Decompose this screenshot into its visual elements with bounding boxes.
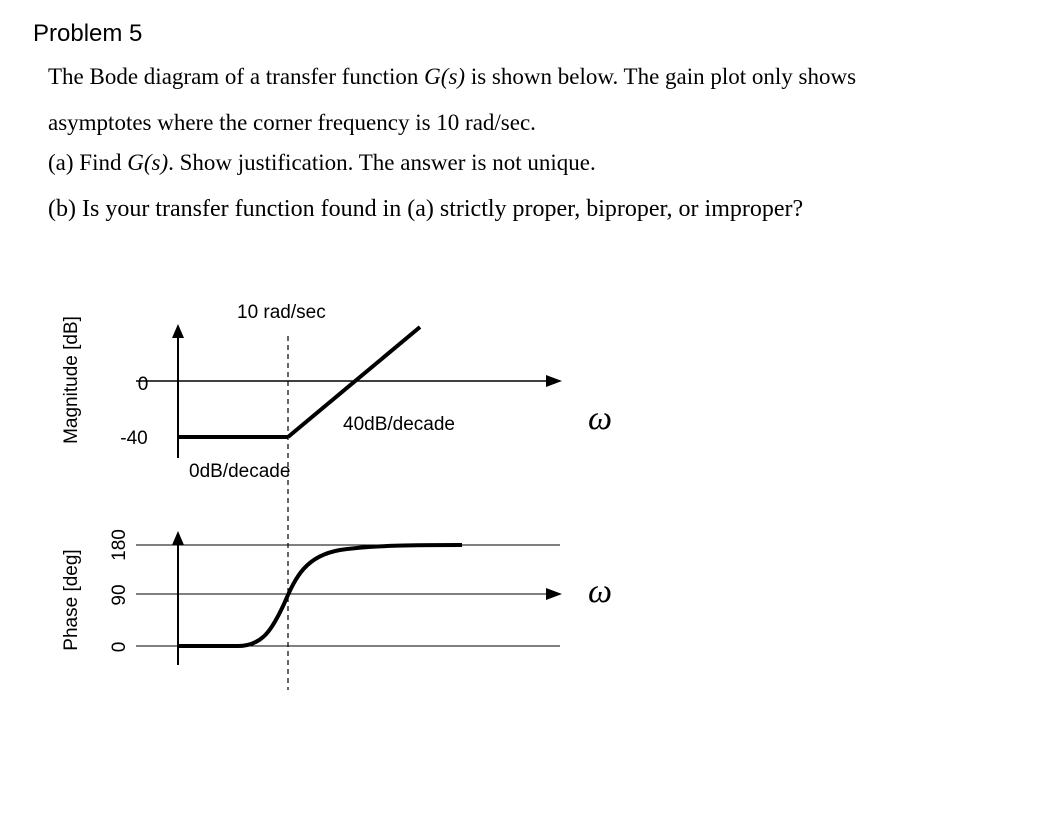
statement-text-b: is shown below. The gain plot only shows: [465, 64, 857, 89]
transfer-function-argument: (s): [440, 64, 466, 89]
phase-tick-180: 180: [109, 529, 130, 561]
phase-axis-label: Phase [deg]: [61, 549, 82, 651]
question-a-argument: (s): [143, 150, 169, 175]
phase-curve: [178, 545, 462, 646]
magnitude-plot: [61, 302, 612, 482]
phase-axis-arrowhead: [172, 531, 184, 545]
magnitude-omega-arrowhead: [546, 375, 562, 387]
low-slope-label: 0dB/decade: [189, 461, 291, 482]
question-a-prefix: (a) Find: [48, 150, 128, 175]
problem-statement-line-2: asymptotes where the corner frequency is 10 rad/sec.: [48, 110, 536, 135]
question-a-text: . Show justification. The answer is not unique.: [168, 150, 596, 175]
magnitude-tick-0: 0: [137, 374, 149, 395]
problem-title: Problem 5: [33, 20, 143, 47]
corner-frequency-label: 10 rad/sec: [237, 302, 326, 323]
high-slope-label: 40dB/decade: [343, 414, 455, 435]
magnitude-tick-minus-40: -40: [120, 428, 148, 449]
phase-omega-label: ω: [588, 573, 613, 610]
phase-tick-0: 0: [109, 641, 130, 653]
phase-tick-90: 90: [109, 584, 130, 606]
magnitude-omega-label: ω: [588, 400, 613, 437]
phase-omega-arrowhead: [546, 588, 562, 600]
transfer-function-symbol: G: [424, 64, 441, 89]
question-a-symbol: G: [127, 150, 144, 175]
statement-text-a: The Bode diagram of a transfer function: [48, 64, 425, 89]
magnitude-axis-arrowhead: [172, 324, 184, 338]
phase-plot: [61, 529, 612, 665]
magnitude-axis-label: Magnitude [dB]: [61, 316, 82, 444]
question-b: (b) Is your transfer function found in (a) strictly proper, biproper, or improper?: [48, 196, 804, 222]
